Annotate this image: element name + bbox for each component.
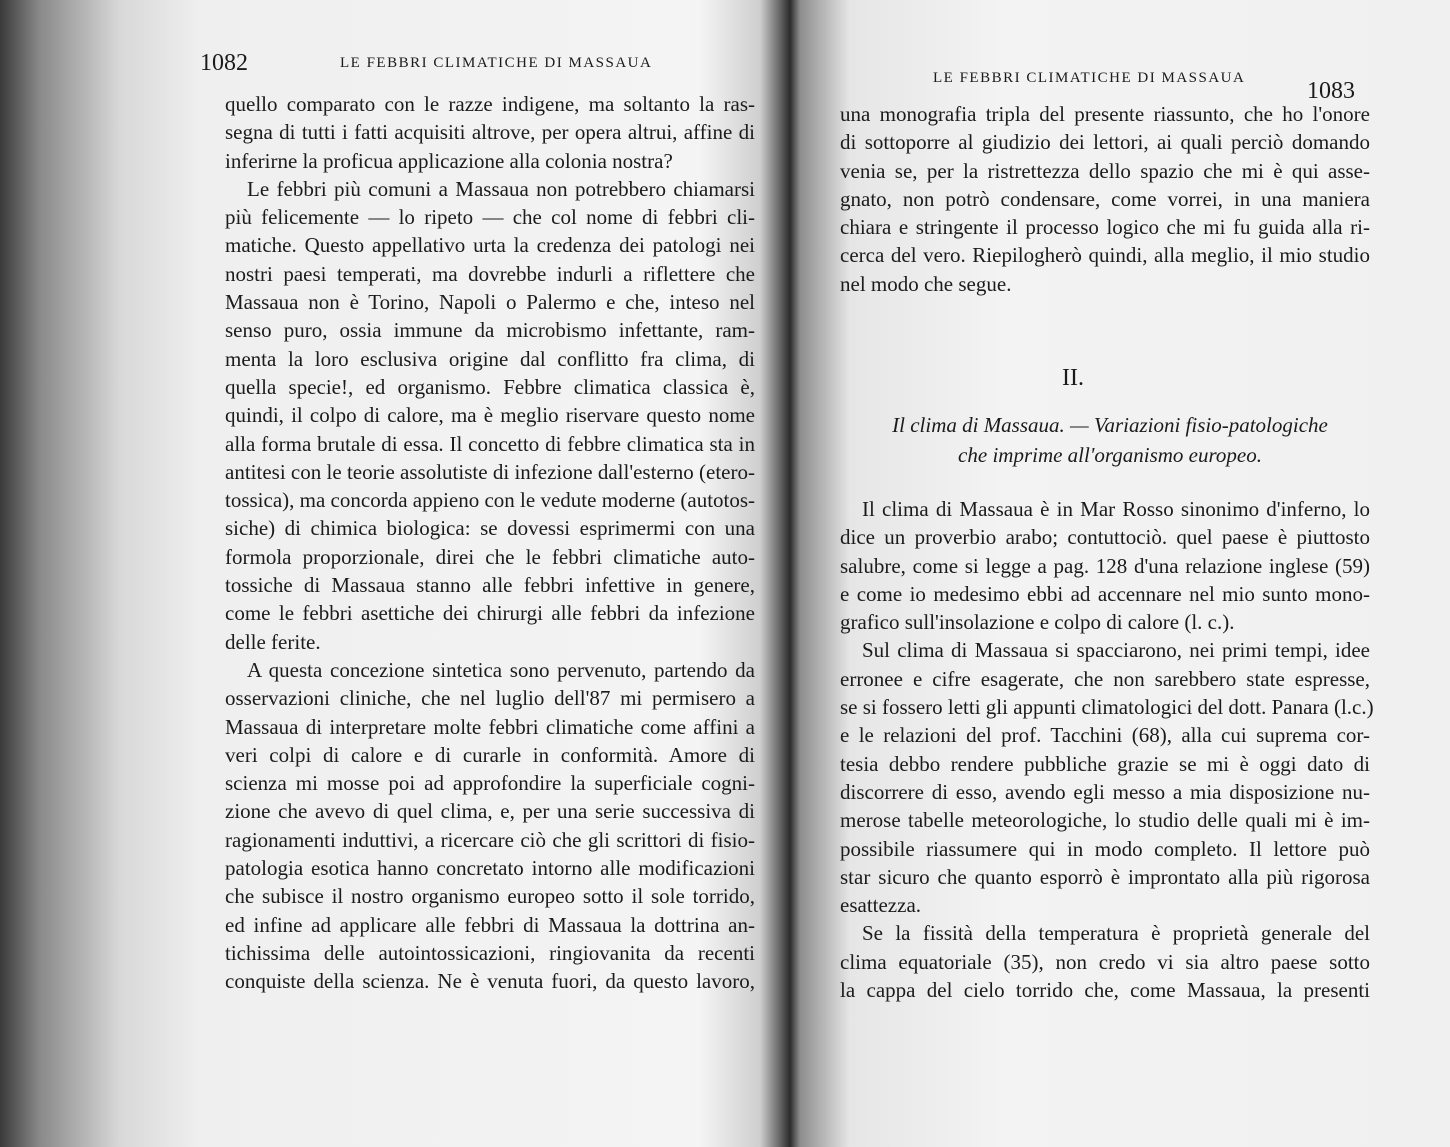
- text-line: star sicuro che quanto esporrò è improntato alla più rigorosa: [840, 864, 1370, 889]
- section-title-line: che imprime all'organismo europeo.: [958, 443, 1262, 467]
- running-head: LE FEBBRI CLIMATICHE DI MASSAUA: [340, 55, 653, 71]
- text-line: segna di tutti i fatti acquisiti altrove, per opera altrui, affine di: [225, 120, 755, 145]
- text-line: erronee e cifre esagerate, che non sarebbero state espresse,: [840, 666, 1370, 691]
- text-line: ed infine ad applicare alle febbri di Massaua la dottrina an-: [225, 912, 755, 937]
- text-line: cerca del vero. Riepilogherò quindi, alla meglio, il mio studio: [840, 243, 1370, 268]
- text-line: quello comparato con le razze indigene, ma soltanto la ras-: [225, 92, 755, 116]
- text-line: possibile riassumere qui in modo completo. Il lettore può: [840, 836, 1370, 861]
- text-line: di sottoporre al giudizio dei lettori, ai quali perciò domando: [840, 130, 1370, 155]
- text-line: grafico sull'insolazione e colpo di calore (l. c.).: [840, 610, 1235, 635]
- text-line: come le febbri asettiche dei chirurgi alle febbri da infezione: [225, 601, 755, 626]
- text-line: chiara e stringente il processo logico che mi fu guida alla ri-: [840, 215, 1370, 240]
- text-line: gnato, non potrò condensare, come vorrei, in una maniera: [840, 186, 1370, 211]
- text-line: Sul clima di Massaua si spacciarono, nei primi tempi, idee: [862, 638, 1370, 663]
- text-line: menta la loro esclusiva origine dal conflitto fra clima, di: [225, 346, 755, 371]
- text-line: conquiste della scienza. Ne è venuta fuori, da questo lavoro,: [225, 969, 755, 994]
- text-line: scienza mi mosse poi ad approfondire la superficiale cogni-: [225, 771, 755, 796]
- text-line: salubre, come si legge a pag. 128 d'una relazione inglese (59): [840, 553, 1370, 578]
- text-line: tossica), ma concorda appieno con le vedute moderne (autotos-: [225, 488, 756, 513]
- text-line: più felicemente — lo ripeto — che col nome di febbri cli-: [225, 205, 755, 230]
- text-line: inferirne la proficua applicazione alla colonia nostra?: [225, 148, 673, 173]
- text-line: antitesi con le teorie assolutiste di infezione dall'esterno (etero-: [225, 459, 755, 484]
- section-title: [840, 410, 1380, 470]
- text-line: ragionamenti induttivi, a ricercare ciò che gli scrittori di fisio-: [225, 827, 755, 852]
- text-line: la cappa del cielo torrido che, come Massaua, la presenti: [840, 978, 1370, 1003]
- text-line: formola proporzionale, direi che le febbri climatiche auto-: [225, 544, 755, 569]
- text-line: Se la fissità della temperatura è proprietà generale del: [862, 921, 1370, 946]
- text-line: nel modo che segue.: [840, 271, 1012, 296]
- text-line: nostri paesi temperati, ma dovrebbe indurli a riflettere che: [225, 261, 755, 286]
- text-line: tichissima delle autointossicazioni, ringiovanita da recenti: [225, 940, 755, 965]
- right-page: [800, 0, 1450, 1147]
- left-page-text: [225, 90, 755, 996]
- text-line: quindi, il colpo di calore, ma è meglio riservare questo nome: [225, 403, 755, 428]
- text-line: patologia esotica hanno concretato intorno alle modificazioni: [225, 856, 755, 881]
- text-line: una monografia tripla del presente riassunto, che ho l'onore: [840, 102, 1370, 126]
- text-line: dice un proverbio arabo; contuttociò. quel paese è piuttosto: [840, 525, 1370, 550]
- text-line: siche) di chimica biologica: se dovessi esprimermi con una: [225, 516, 755, 541]
- text-line: clima equatoriale (35), non credo vi sia altro paese sotto: [840, 949, 1370, 974]
- text-line: Massaua di interpretare molte febbri climatiche come affini a: [225, 714, 755, 739]
- text-line: alla forma brutale di essa. Il concetto di febbre climatica sta in: [225, 431, 755, 456]
- left-page: [180, 0, 780, 1147]
- text-line: osservazioni cliniche, che nel luglio dell'87 mi permisero a: [225, 686, 755, 711]
- text-line: e le relazioni del prof. Tacchini (68), alla cui suprema cor-: [840, 723, 1370, 748]
- text-line: merose tabelle meteorologiche, lo studio delle quali mi è im-: [840, 808, 1370, 833]
- page-number: 1082: [200, 50, 248, 76]
- text-line: e come io medesimo ebbi ad accennare nel mio sunto mono-: [840, 581, 1370, 606]
- text-line: Le febbri più comuni a Massaua non potrebbero chiamarsi: [247, 176, 755, 201]
- text-line: Il clima di Massaua è in Mar Rosso sinonimo d'inferno, lo: [862, 497, 1370, 521]
- section-number: II.: [1062, 365, 1084, 391]
- text-line: venia se, per la ristrettezza dello spazio che mi è qui asse-: [840, 158, 1370, 183]
- text-line: senso puro, ossia immune da microbismo infettante, ram-: [225, 318, 755, 343]
- text-line: tossiche di Massaua stanno alle febbri infettive in genere,: [225, 573, 755, 598]
- text-line: che subisce il nostro organismo europeo sotto il sole torrido,: [225, 884, 755, 909]
- text-line: tesia debbo rendere pubbliche grazie se mi è oggi dato di: [840, 751, 1370, 776]
- section-title-line: Il clima di Massaua. — Variazioni fisio-patologiche: [892, 413, 1328, 437]
- text-line: A questa concezione sintetica sono pervenuto, partendo da: [247, 657, 755, 682]
- text-line: matiche. Questo appellativo urta la credenza dei patologi nei: [225, 233, 755, 258]
- running-head: LE FEBBRI CLIMATICHE DI MASSAUA: [933, 70, 1246, 86]
- text-line: Massaua non è Torino, Napoli o Palermo e che, inteso nel: [225, 290, 755, 315]
- text-line: esattezza.: [840, 893, 922, 918]
- right-page-body-text: [840, 495, 1374, 1004]
- text-line: zione che avevo di quel clima, e, per una serie successiva di: [225, 799, 755, 824]
- text-line: se si fossero letti gli appunti climatologici del dott. Panara (l.c.): [840, 695, 1374, 720]
- text-line: discorrere di esso, avendo egli messo a mia disposizione nu-: [840, 779, 1370, 804]
- right-page-intro-text: [840, 100, 1370, 298]
- page-number: 1083: [1307, 78, 1355, 104]
- text-line: delle ferite.: [225, 629, 321, 654]
- text-line: veri colpi di calore e di curarle in conformità. Amore di: [225, 742, 755, 767]
- text-line: quella specie!, ed organismo. Febbre climatica classica è,: [225, 374, 755, 399]
